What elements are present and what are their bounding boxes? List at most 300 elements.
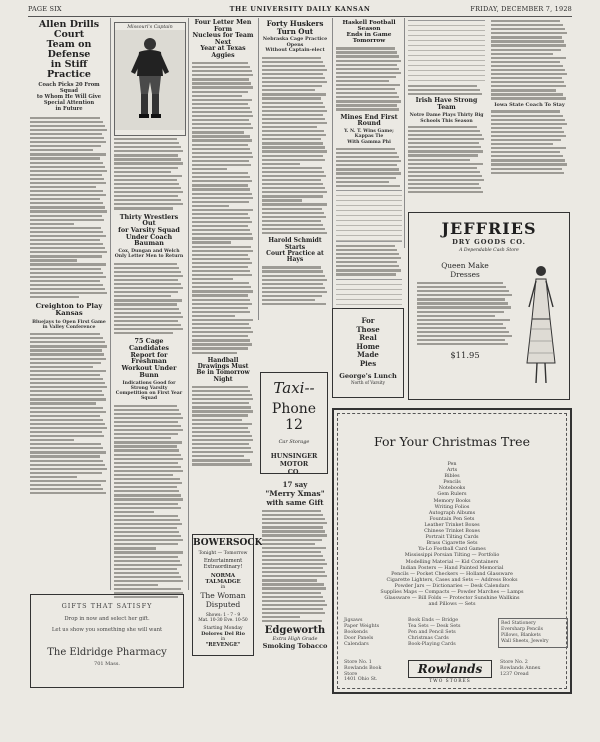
text-line: [192, 427, 248, 429]
ad-line: Let us show you something she will want: [51, 627, 163, 633]
jeffries-logo: JEFFRIES: [441, 219, 537, 238]
text-line: [192, 107, 250, 109]
text-line: [30, 117, 100, 119]
store-address: 701 Mass.: [94, 661, 120, 667]
headline-line: Allen Drills Court: [38, 19, 100, 40]
text-line: [192, 188, 250, 190]
text-line: [262, 620, 322, 622]
store-line: 1237 Oread: [500, 671, 529, 677]
article-body: [491, 110, 568, 173]
text-line: [192, 139, 252, 141]
gift-item: Indian Posters — Hand Painted Memorial: [400, 564, 504, 571]
article-body: [262, 510, 328, 622]
col5-headline-1: [336, 20, 402, 44]
text-line: [30, 439, 74, 441]
text-line: [336, 92, 397, 94]
text-line: [192, 78, 249, 80]
text-line: [30, 247, 105, 249]
text-line: [262, 93, 326, 95]
text-line: [262, 195, 323, 197]
subhead-line: in Future: [55, 105, 83, 112]
text-line: [336, 152, 397, 154]
text-line: [192, 119, 249, 121]
text-line: [30, 362, 101, 364]
text-line: [30, 435, 104, 437]
text-line: [491, 73, 567, 75]
score-table: [336, 190, 402, 242]
text-line: [30, 476, 77, 478]
text-line: [336, 185, 400, 187]
text-line: [336, 253, 399, 255]
text-line: [192, 319, 253, 321]
text-line: [262, 543, 315, 545]
text-line: [114, 584, 158, 586]
text-line: [192, 172, 248, 174]
gift-item: Tea Sets — Desk Sets: [408, 624, 461, 629]
text-line: [30, 296, 79, 298]
text-line: [262, 61, 323, 63]
text-line: [192, 303, 252, 305]
text-line: [417, 339, 505, 341]
text-line: [192, 225, 248, 227]
text-line: [30, 292, 107, 294]
text-line: [262, 299, 315, 301]
text-line: [262, 159, 325, 161]
text-line: [114, 498, 183, 500]
text-line: [262, 559, 325, 561]
text-line: [30, 284, 103, 286]
text-line: [417, 282, 503, 284]
text-line: [30, 137, 104, 139]
text-line: [417, 311, 504, 313]
text-line: [192, 74, 253, 76]
text-line: [262, 126, 317, 128]
text-line: [262, 575, 327, 577]
store-line: 1401 Ohio St.: [344, 677, 378, 683]
headline-line: 75 Cage Candidates: [129, 337, 169, 352]
col6-top: [408, 20, 568, 195]
georges-lunch-ad: [332, 308, 404, 398]
col6-subhead-1: [408, 113, 485, 124]
text-line: [114, 267, 179, 269]
col4-subhead-1: [262, 37, 328, 54]
text-line: [30, 464, 105, 466]
jeffries-text: [417, 261, 513, 360]
star-name: NORMA TALMADGE: [205, 573, 241, 585]
text-line: [114, 417, 183, 419]
text-line: [192, 423, 252, 425]
text-line: [114, 299, 182, 301]
text-line: [30, 243, 103, 245]
text-line: [336, 181, 389, 183]
promo-price: $11.95: [450, 350, 480, 361]
text-line: [114, 539, 183, 541]
gift-item: Wall Sheets, Jewelry: [501, 639, 549, 644]
jeffries-tagline: A Dependable Cash Store: [459, 248, 519, 253]
ad-line: Extra High Grade: [272, 636, 318, 643]
text-line: [192, 156, 253, 158]
text-line: [262, 203, 327, 205]
gift-item: Portrait Tilting Cards: [425, 534, 479, 541]
gift-item: Red Stationery: [501, 621, 536, 626]
text-line: [408, 89, 480, 91]
text-line: [114, 531, 179, 533]
text-line: [192, 246, 251, 248]
headline-line: Haskell Football Season: [342, 20, 396, 33]
text-line: [262, 167, 322, 169]
text-line: [30, 219, 104, 221]
text-line: [408, 175, 482, 177]
gift-item: Pen: [447, 461, 457, 467]
lunch-slogan: [333, 317, 403, 368]
store-line: Store: [344, 671, 358, 677]
text-line: [30, 133, 102, 135]
text-line: [336, 160, 401, 162]
text-line: [30, 398, 106, 400]
column-rule: [110, 18, 111, 320]
text-line: [114, 490, 179, 492]
text-line: [30, 447, 103, 449]
text-line: [30, 366, 93, 368]
headline-line: Nucleus for Team Next: [192, 32, 254, 46]
gift-item: Leather Trinket Boxes: [424, 521, 480, 528]
text-line: [30, 443, 101, 445]
text-line: [491, 135, 566, 137]
text-line: [192, 233, 252, 235]
bowersock-theater-ad: [192, 534, 263, 656]
headline-line: Year at Texas Aggies: [200, 45, 246, 59]
text-line: [114, 138, 177, 140]
text-line: [262, 303, 326, 305]
text-line: [262, 110, 327, 112]
text-line: [114, 564, 182, 566]
headline-line: Report for Freshman: [130, 350, 168, 366]
text-line: [192, 323, 249, 325]
text-line: [114, 511, 154, 513]
text-line: [114, 187, 181, 189]
text-line: [262, 592, 321, 594]
headline-line: Under Coach Bauman: [125, 232, 173, 248]
text-line: [262, 142, 323, 144]
text-line: [192, 274, 252, 276]
text-line: [192, 315, 235, 317]
ad-line: Extraordinary!: [203, 564, 243, 570]
text-line: [192, 144, 248, 146]
headline-line: Team on Defense: [46, 38, 92, 60]
gift-item: Bibles: [444, 473, 460, 480]
text-line: [262, 555, 323, 557]
col5-subhead-2: [336, 129, 402, 145]
text-line: [30, 149, 93, 151]
text-line: [192, 111, 252, 113]
text-line: [192, 131, 244, 133]
text-line: [114, 142, 179, 144]
text-line: [30, 451, 106, 453]
text-line: [408, 187, 481, 189]
text-line: [192, 176, 250, 178]
text-line: [30, 492, 106, 494]
text-line: [336, 47, 395, 49]
text-line: [262, 275, 325, 277]
text-line: [114, 199, 181, 201]
text-line: [30, 255, 102, 257]
text-line: [336, 100, 401, 102]
text-line: [262, 163, 300, 165]
slogan-line: For: [361, 316, 375, 325]
col2-subhead-2: Indications Good for Strong Varsity Competition on First Year Squad: [115, 380, 183, 402]
text-line: [114, 275, 183, 277]
text-line: [114, 324, 181, 326]
subhead-line: Nebraska Cage Practice Opens: [262, 36, 328, 48]
text-line: [491, 24, 563, 26]
text-line: [336, 80, 389, 82]
column-6: [408, 20, 568, 195]
logo-sub: TWO STORES: [429, 679, 471, 684]
text-line: [336, 261, 397, 263]
text-line: [491, 57, 566, 59]
text-line: [114, 312, 181, 314]
text-line: [114, 171, 171, 173]
text-line: [192, 402, 249, 404]
headline-line: Workout Under Bunn: [121, 364, 177, 379]
gift-item: Notebooks: [438, 485, 466, 492]
text-line: [30, 166, 105, 168]
col2-subhead-1: Cox, Dungan and Welch Only Letter Men to Return: [114, 249, 184, 260]
ad-line: in: [220, 637, 226, 642]
text-line: [491, 28, 565, 30]
text-line: [114, 507, 181, 509]
text-line: [408, 138, 484, 140]
text-line: [192, 270, 250, 272]
column-rule: [110, 320, 111, 590]
text-line: [30, 480, 106, 482]
text-line: [114, 283, 181, 285]
masthead: [28, 5, 572, 15]
xmas-gift-ad: [262, 480, 328, 650]
text-line: [30, 141, 106, 143]
text-line: [262, 73, 323, 75]
ad-line: Starting Monday: [203, 626, 243, 631]
subhead-line: Schools This Season: [420, 118, 473, 124]
gift-item: Supplies Maps — Compacts — Powder Marches — Lamps: [380, 588, 524, 595]
text-line: [262, 522, 327, 524]
col6-left: [408, 20, 485, 195]
gift-item: Jigsaws: [344, 618, 363, 623]
text-line: [30, 374, 100, 376]
text-line: [30, 227, 101, 229]
dress-illustration: [519, 259, 563, 389]
text-line: [408, 93, 482, 95]
text-line: [114, 523, 182, 525]
text-line: [336, 245, 395, 247]
text-line: [192, 431, 250, 433]
text-line: [30, 206, 105, 208]
gift-item: Writing Folios: [434, 503, 470, 510]
company-name: CO.: [287, 468, 301, 476]
promo-title: Dresses: [450, 270, 480, 279]
text-line: [192, 352, 237, 354]
store-name: The Eldridge Pharmacy: [47, 647, 167, 658]
text-line: [262, 97, 321, 99]
text-line: [192, 209, 253, 211]
text-line: [336, 177, 396, 179]
gift-item: Mississippi Porsian Tilting — Portfolio: [404, 552, 500, 559]
text-line: [114, 154, 178, 156]
text-line: [336, 104, 397, 106]
company-name: MOTOR: [279, 460, 309, 468]
text-line: [114, 503, 178, 505]
text-line: [30, 386, 107, 388]
store-line: Rowlands Book: [344, 665, 382, 671]
text-line: [262, 187, 325, 189]
text-line: [114, 287, 183, 289]
gift-item: Pillows, Blankets: [501, 633, 541, 638]
text-line: [192, 435, 252, 437]
text-line: [262, 283, 323, 285]
text-line: [192, 217, 250, 219]
text-line: [262, 596, 323, 598]
text-line: [192, 335, 248, 337]
text-line: [192, 266, 248, 268]
text-line: [192, 294, 248, 296]
ad-line: in: [220, 585, 226, 590]
jeffries-dry-goods-ad: [408, 212, 570, 400]
gift-item: Bookends: [344, 630, 368, 635]
text-line: [192, 168, 227, 170]
text-line: [417, 306, 511, 308]
text-line: [30, 153, 106, 155]
text-line: [262, 567, 323, 569]
text-line: [192, 451, 253, 453]
standings-table: [408, 20, 485, 83]
text-line: [114, 572, 179, 574]
text-line: [336, 269, 401, 271]
text-line: [262, 295, 322, 297]
text-line: [192, 213, 248, 215]
text-line: [262, 600, 325, 602]
text-line: [30, 488, 103, 490]
text-line: [114, 421, 178, 423]
text-line: [262, 69, 327, 71]
film-title: Disputed: [205, 600, 241, 609]
article-body: [408, 126, 485, 193]
slogan-line: Home: [356, 341, 380, 351]
text-line: [408, 142, 479, 144]
text-line: [262, 138, 321, 140]
text-line: [114, 429, 183, 431]
article-body: [114, 405, 184, 599]
text-line: [408, 130, 480, 132]
show-prices: Mat. 10-30 Eve. 10-50: [198, 618, 248, 623]
article-body: [408, 85, 485, 95]
text-line: [192, 278, 233, 280]
gift-item: Calendars: [344, 642, 369, 647]
text-line: [336, 156, 399, 158]
text-line: [30, 460, 103, 462]
text-line: [30, 337, 103, 339]
text-line: [114, 146, 181, 148]
ad-line: with same Gift: [266, 498, 324, 507]
text-line: [114, 425, 181, 427]
text-line: [262, 604, 327, 606]
text-line: [192, 180, 252, 182]
col2-headline-1: [114, 214, 184, 248]
text-line: [192, 406, 251, 408]
text-line: [417, 290, 509, 292]
column-3: [192, 20, 254, 467]
column-1: [30, 20, 108, 496]
text-line: [262, 122, 327, 124]
text-line: [192, 135, 250, 137]
text-line: [192, 347, 248, 349]
text-line: [336, 249, 397, 251]
text-line: [262, 118, 325, 120]
text-line: [30, 223, 74, 225]
subhead-line: Notre Dame Plays Thirty Big: [409, 113, 484, 119]
text-line: [336, 273, 396, 275]
col3-headline-2: [192, 358, 254, 383]
text-line: [192, 258, 250, 260]
text-line: [262, 228, 325, 230]
text-line: [30, 345, 107, 347]
text-line: [114, 308, 179, 310]
eldridge-pharmacy-ad: [30, 594, 184, 688]
text-line: [262, 616, 300, 618]
text-line: [336, 84, 400, 86]
text-line: [30, 358, 106, 360]
column-4: [262, 20, 328, 307]
text-line: [30, 280, 100, 282]
text-line: [262, 232, 327, 234]
text-line: [114, 316, 183, 318]
text-line: [30, 411, 106, 413]
store-line: Rowlands Annex: [500, 665, 541, 671]
text-line: [491, 115, 563, 117]
slogan-line: Pies: [359, 358, 377, 368]
column-5: [336, 20, 402, 321]
text-line: [114, 462, 178, 464]
text-line: [491, 69, 565, 71]
ad-line: Entertainment: [203, 558, 243, 564]
text-line: [114, 409, 179, 411]
text-line: [262, 77, 325, 79]
text-line: [262, 146, 325, 148]
text-line: [336, 60, 401, 62]
text-line: [417, 315, 495, 317]
text-line: [192, 459, 250, 461]
col1-subhead: [30, 83, 108, 113]
text-line: [491, 53, 553, 55]
text-line: [114, 482, 182, 484]
text-line: [114, 515, 178, 517]
text-line: [336, 96, 399, 98]
paper-title: THE UNIVERSITY DAILY KANSAN: [229, 5, 371, 13]
text-line: [417, 302, 508, 304]
text-line: [336, 172, 401, 174]
subhead-line: Special Attention: [43, 99, 95, 106]
text-line: [114, 556, 178, 558]
article-body: [491, 20, 568, 100]
text-line: [114, 466, 181, 468]
text-line: [491, 143, 553, 145]
col2-headline-2: [114, 338, 184, 378]
text-line: [192, 221, 252, 223]
text-line: [417, 335, 512, 337]
text-line: [30, 239, 100, 241]
text-line: [408, 154, 478, 156]
text-line: [262, 270, 323, 272]
gift-item: Gem Rulers: [437, 491, 467, 498]
